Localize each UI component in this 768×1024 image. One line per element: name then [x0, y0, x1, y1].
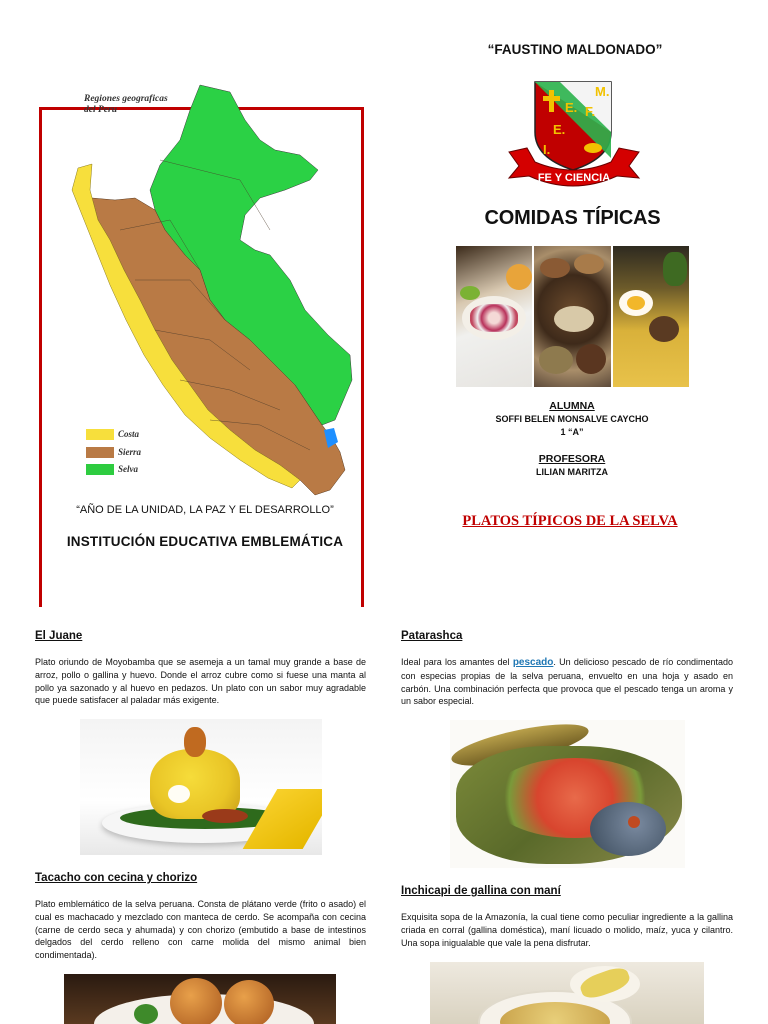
patarashca-text-start: Ideal para los amantes del: [401, 657, 513, 667]
crest-letter-i: I.: [543, 142, 551, 157]
legend-label-costa: Costa: [118, 429, 140, 439]
crest-letter-f: F.: [585, 104, 596, 119]
legend-label-selva: Selva: [118, 464, 138, 474]
teacher-name: LILIAN MARITZA: [536, 467, 608, 477]
crest-letter-e2: E.: [553, 122, 566, 137]
dish-photo-tacacho: [64, 974, 336, 1024]
page-title: COMIDAS TÍPICAS: [484, 207, 661, 229]
section-heading: PLATOS TÍPICOS DE LA SELVA: [462, 513, 678, 529]
dish-photo-juane: [80, 719, 322, 855]
year-motto: “AÑO DE LA UNIDAD, LA PAZ Y EL DESARROLLO”: [76, 504, 334, 516]
crest-letter-m: M.: [595, 84, 610, 99]
legend-label-sierra: Sierra: [118, 447, 142, 457]
dish-photo-patarashca: [450, 720, 685, 868]
legend-swatch-sierra: [86, 447, 114, 458]
dish-text-patarashca: [401, 656, 733, 708]
school-name: “FAUSTINO MALDONADO”: [487, 42, 663, 57]
patarashca-text-end: . Un delicioso pescado de río condimentado con especias propias de la selva peruana, envuelto en una hoja y asado en carbón. Una combinación perfecta que provoca que el pescado tenga un aroma y un sabor especial.: [401, 657, 733, 707]
food-photo-ceviche: [456, 246, 532, 387]
school-crest-logo: [505, 78, 643, 190]
crest-ribbon-text: FE Y CIENCIA: [537, 172, 611, 184]
dish-title-inchicapi: Inchicapi de gallina con maní: [401, 885, 561, 897]
legend-swatch-selva: [86, 464, 114, 475]
student-heading: ALUMNA: [549, 400, 595, 412]
dish-title-tacacho: Tacacho con cecina y chorizo: [35, 872, 198, 884]
dish-text-tacacho: Plato emblemático de la selva peruana. Consta de plátano verde (frito o asado) el cual es machacado y mezclado con manteca de cerdo. Se acompaña con cecina (carne de cerdo seca y ahumada) y con chorizo (embutido a base de intestinos delgados del cerdo relleno con carne molida del mismo animal bien condimentada).: [35, 899, 366, 961]
typical-food-collage: [456, 246, 689, 387]
map-title: Regiones geograficas del Peru: [84, 94, 168, 115]
legend-item-sierra: [86, 446, 141, 458]
institution-title: INSTITUCIÓN EDUCATIVA EMBLEMÁTICA: [66, 534, 344, 549]
dish-text-juane: Plato oriundo de Moyobamba que se asemeja a un tamal muy grande a base de arroz, pollo o gallina y huevo. Donde el arroz cubre como si fuese una manta al pollo ya sazonado y al huevo en pedazos. Un plato con un sabor muy agradable que puede satisfacer al paladar más exigente.: [35, 657, 366, 706]
food-photo-platos: [534, 246, 610, 387]
dish-title-patarashca: Patarashca: [401, 630, 463, 642]
pescado-link[interactable]: pescado: [512, 657, 554, 668]
student-name: SOFFI BELEN MONSALVE CAYCHO: [495, 414, 649, 424]
legend-item-costa: [86, 428, 139, 440]
crest-letter-e1: E.: [565, 100, 578, 115]
dish-title-juane: El Juane: [35, 630, 83, 642]
teacher-heading: PROFESORA: [538, 453, 606, 465]
dish-text-inchicapi: Exquisita sopa de la Amazonía, la cual tiene como peculiar ingrediente a la gallina criada en corral (gallina doméstica), maní licuado o molido, maíz, yuca y cilantro. Una sopa inigualable que vale la pena disfrutar.: [401, 912, 733, 948]
dish-photo-inchicapi: [430, 962, 704, 1024]
food-photo-juane-egg: [613, 246, 689, 387]
legend-item-selva: [86, 463, 138, 475]
student-grade: 1 “A”: [560, 427, 584, 437]
legend-swatch-costa: [86, 429, 114, 440]
